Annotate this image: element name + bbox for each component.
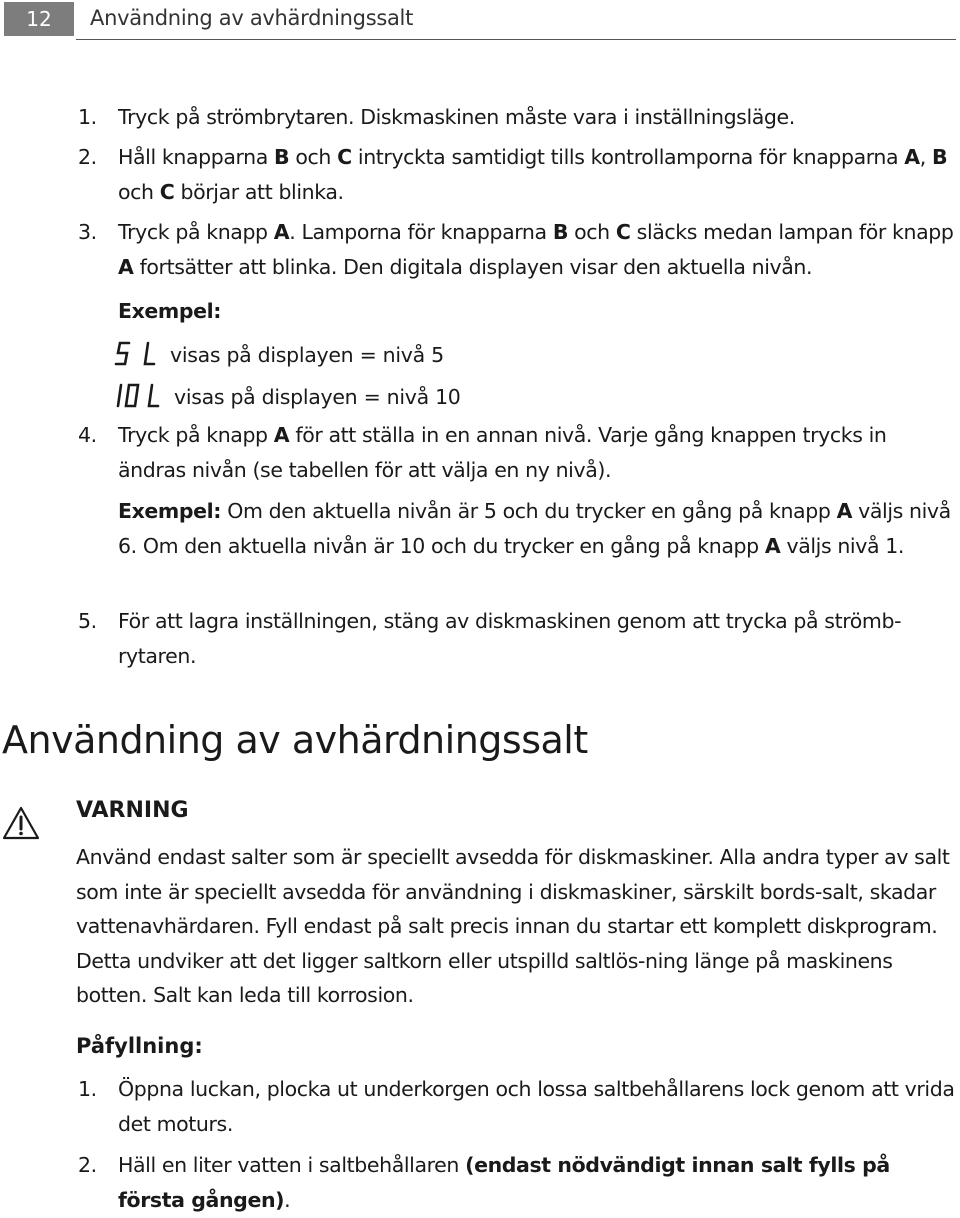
section-title: Användning av avhärdningssalt bbox=[2, 718, 588, 762]
warning-triangle-icon bbox=[2, 806, 40, 840]
seven-segment-5L-icon bbox=[114, 340, 160, 368]
display-text: visas på displayen = nivå 10 bbox=[174, 385, 461, 409]
step-text: Tryck på knapp A. Lamporna för knapparna B och C släcks medan lampan för knapp A fortsätter att blinka. Den digitala displayen visar den aktuella nivån. bbox=[118, 220, 954, 279]
step-number: 2. bbox=[78, 145, 97, 169]
step-text: Håll knapparna B och C intryckta samtidigt tills kontrollamporna för knapparna A, B och C börjar att blinka. bbox=[118, 145, 948, 204]
step-number: 1. bbox=[78, 1077, 97, 1101]
step-text: Öppna luckan, plocka ut underkorgen och lossa saltbehållarens lock genom att vrida det moturs. bbox=[118, 1077, 955, 1136]
step-number: 2. bbox=[78, 1153, 97, 1177]
header-rule bbox=[76, 39, 956, 40]
page-number: 12 bbox=[4, 2, 74, 36]
warning-title: VARNING bbox=[76, 798, 189, 823]
step-number: 4. bbox=[78, 423, 97, 447]
warning-text: Använd endast salter som är speciellt avsedda för diskmaskiner. Alla andra typer av salt som inte är speciellt avsedda för användning i diskmaskiner, särskilt bords-salt, skadar vattenavhärdaren. Fyll endast på salt precis innan du startar ett komplett diskprogram. Detta undviker att det ligger saltkorn eller utspilld saltlös-ning länge på maskinens botten. Salt kan leda till korrosion. bbox=[76, 845, 950, 1007]
display-text: visas på displayen = nivå 5 bbox=[170, 343, 444, 367]
step-text: Häll en liter vatten i saltbehållaren (endast nödvändigt innan salt fylls på första gången). bbox=[118, 1153, 890, 1212]
seven-segment-10L-icon bbox=[114, 382, 168, 410]
step-number: 5. bbox=[78, 609, 97, 633]
step-text: För att lagra inställningen, stäng av diskmaskinen genom att trycka på strömb-rytaren. bbox=[118, 609, 902, 668]
step-number: 3. bbox=[78, 220, 97, 244]
example-label: Exempel: bbox=[118, 299, 222, 323]
page-header bbox=[0, 0, 960, 42]
step-text: Tryck på strömbrytaren. Diskmaskinen måste vara i inställningsläge. bbox=[118, 105, 795, 129]
step-text: Tryck på knapp A för att ställa in en annan nivå. Varje gång knappen trycks in ändras nivån (se tabellen för att välja en ny nivå). bbox=[118, 423, 887, 482]
example-paragraph: Exempel: Om den aktuella nivån är 5 och du trycker en gång på knapp A väljs nivå 6. Om den aktuella nivån är 10 och du trycker en gång på knapp A väljs nivå 1. bbox=[118, 499, 951, 558]
step-number: 1. bbox=[78, 105, 97, 129]
header-title: Användning av avhärdningssalt bbox=[90, 6, 414, 30]
refill-title: Påfyllning: bbox=[76, 1034, 203, 1058]
